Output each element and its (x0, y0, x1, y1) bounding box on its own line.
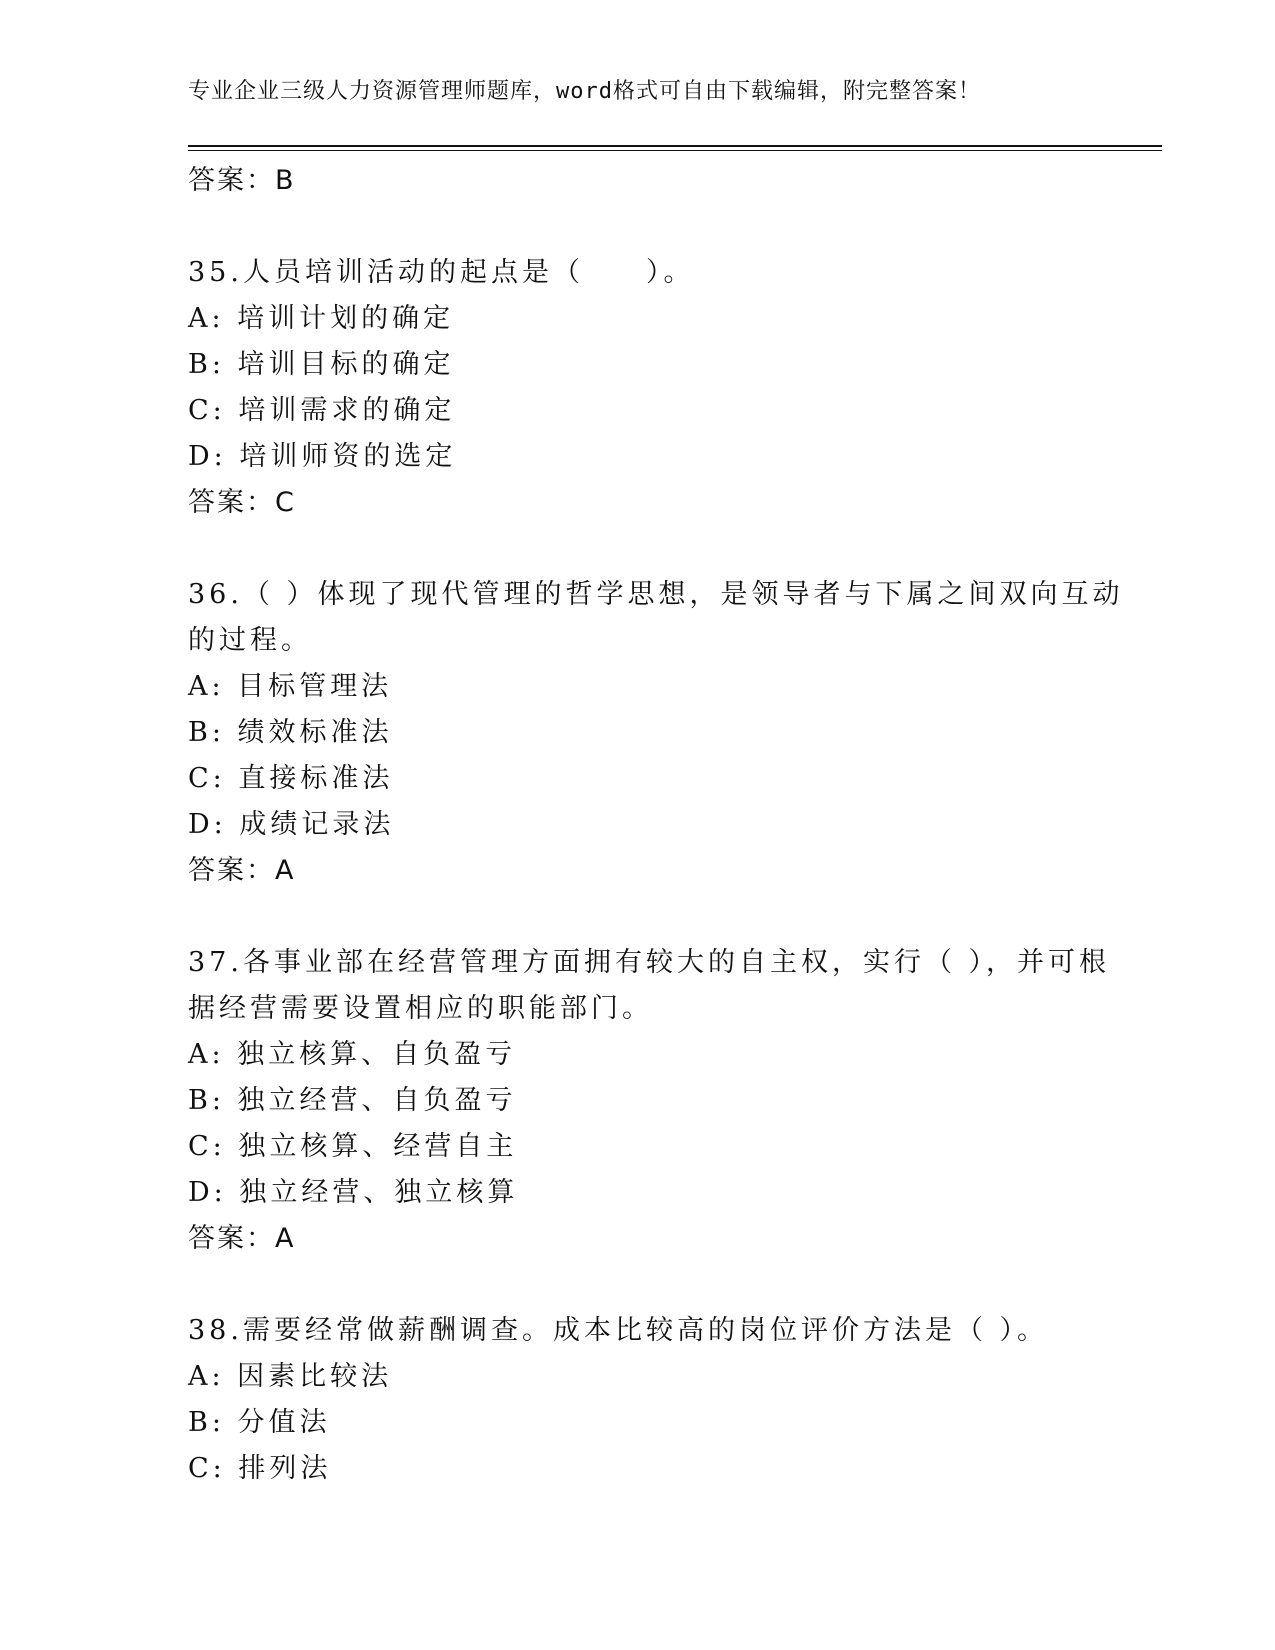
spacer (188, 204, 1088, 250)
option-b: B: 绩效标准法 (188, 717, 393, 748)
question-stem-continued: 据经营需要设置相应的职能部门。 (188, 993, 653, 1024)
question-block (188, 940, 1111, 1262)
header-rule-thin (188, 150, 1162, 151)
option-b: B: 培训目标的确定 (188, 349, 455, 380)
option-c: C: 独立核算、经营自主 (188, 1131, 518, 1162)
page-header: 专业企业三级人力资源管理师题库，word格式可自由下载编辑，附完整答案！ (188, 79, 981, 104)
option-d: D: 培训师资的选定 (188, 441, 457, 472)
previous-answer: 答案：B (188, 165, 296, 196)
answer-line: 答案：A (188, 1223, 296, 1254)
spacer (188, 526, 1088, 572)
question-stem-continued: 的过程。 (188, 625, 312, 656)
question-stem: 36.（ ）体现了现代管理的哲学思想，是领导者与下属之间双向互动 (188, 579, 1124, 610)
option-a: A: 独立核算、自负盈亏 (188, 1039, 517, 1070)
option-c: C: 直接标准法 (188, 763, 394, 794)
option-c: C: 培训需求的确定 (188, 395, 456, 426)
question-stem: 38.需要经常做薪酬调查。成本比较高的岗位评价方法是（ ）。 (188, 1315, 1049, 1346)
question-list (188, 158, 1124, 1492)
answer-line: 答案：C (188, 487, 296, 518)
option-b: B: 独立经营、自负盈亏 (188, 1085, 517, 1116)
question-block (188, 572, 1124, 894)
question-block (188, 1308, 1088, 1492)
option-c: C: 排列法 (188, 1453, 332, 1484)
option-a: A: 培训计划的确定 (188, 303, 455, 334)
spacer (188, 1262, 1088, 1308)
spacer (188, 894, 1088, 940)
answer-line: 答案：A (188, 855, 296, 886)
option-d: D: 独立经营、独立核算 (188, 1177, 519, 1208)
header-rule-thick (188, 145, 1162, 147)
question-stem: 37.各事业部在经营管理方面拥有较大的自主权，实行（ ），并可根 (188, 947, 1111, 978)
option-d: D: 成绩记录法 (188, 809, 395, 840)
question-block (188, 250, 1088, 526)
option-a: A: 目标管理法 (188, 671, 393, 702)
question-stem: 35.人员培训活动的起点是（ ）。 (188, 257, 695, 288)
option-b: B: 分值法 (188, 1407, 331, 1438)
option-a: A: 因素比较法 (188, 1361, 393, 1392)
